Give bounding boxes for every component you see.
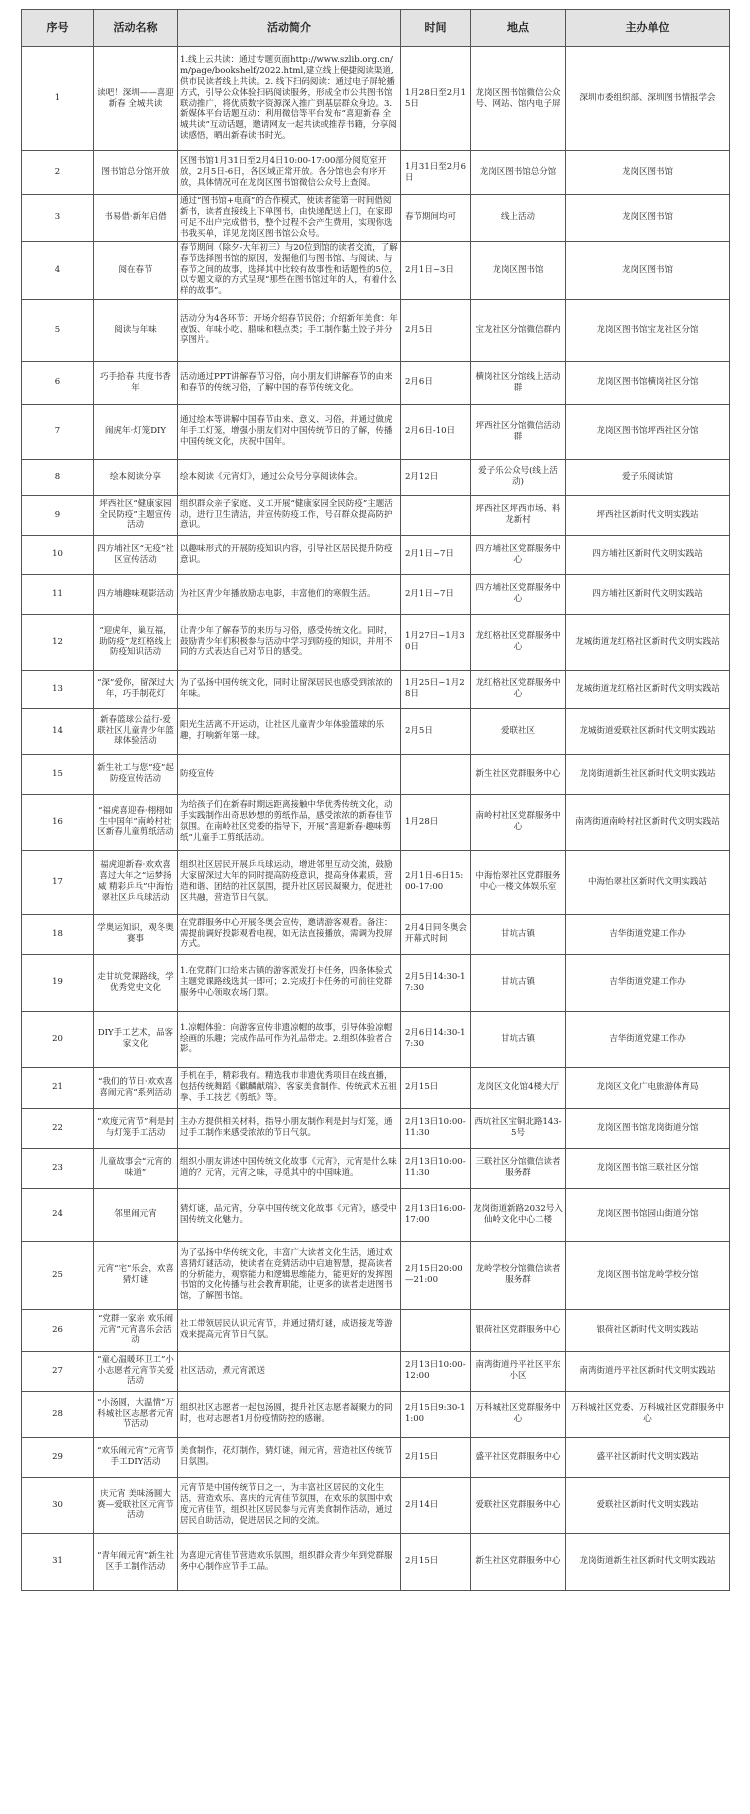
organizer-cell: 盛平社区新时代文明实践站 [566, 1437, 730, 1477]
table-row [22, 1391, 730, 1437]
activity-description-cell: 为给孩子们在新春时期远距离接触中华优秀传统文化，动手实践制作出奇思妙想的剪纸作品，感受浓浓的新春佳节氛围。在南岭社区党委的指导下，开展“喜迎新春·趣味剪纸”儿童手工剪纸活动。 [178, 794, 401, 850]
organizer-cell: 龙岗街道新生社区新时代文明实践站 [566, 1533, 730, 1590]
table-row [22, 459, 730, 495]
activity-name-cell: 走甘坑党课路线，学优秀党史文化 [94, 954, 178, 1011]
row-number-cell: 20 [22, 1011, 94, 1067]
activity-location-cell: 坪西社区坪西市场、料龙新村 [471, 495, 566, 535]
activity-time-cell: 1月28日 [401, 794, 471, 850]
organizer-cell: 龙岗区文化广电旅游体育局 [566, 1067, 730, 1108]
activity-time-cell: 2月15日9:30-11:00 [401, 1391, 471, 1437]
activity-time-cell: 2月14日 [401, 1477, 471, 1533]
row-number-cell: 13 [22, 670, 94, 708]
activity-table [21, 9, 730, 1591]
activity-name-cell: “福虎喜迎春·栩栩如生中国年”南岭村社区新春儿童剪纸活动 [94, 794, 178, 850]
activity-description-cell: 为社区青少年播放励志电影，丰富他们的寒假生活。 [178, 574, 401, 614]
activity-description-cell: 通过“图书馆+电商”的合作模式，使读者能第一时间借阅新书，读者直接线上下单图书，由快递配送上门，在家即可足不出户完成借书，整个过程不会产生费用，实现你选书我买单，详见龙岗区图书馆公众号。 [178, 195, 401, 242]
row-number-cell: 30 [22, 1477, 94, 1533]
activity-description-cell: 以趣味形式的开展防疫知识内容，引导社区居民提升防疫意识。 [178, 535, 401, 574]
row-number-cell: 4 [22, 241, 94, 299]
activity-name-cell: 坪西社区“健康家园全民防疫”主题宣传活动 [94, 495, 178, 535]
activity-time-cell: 2月15日20:00—21:00 [401, 1241, 471, 1309]
activity-description-cell: 为了弘扬中国传统文化，同时让留深居民也感受到浓浓的年味。 [178, 670, 401, 708]
activity-location-cell: 中海怡翠社区党群服务中心一楼文体娱乐室 [471, 850, 566, 914]
row-number-cell: 29 [22, 1437, 94, 1477]
activity-location-cell: 线上活动 [471, 195, 566, 242]
activity-description-cell: 美食制作，花灯制作，猜灯谜，闹元宵，营造社区传统节日氛围。 [178, 1437, 401, 1477]
activity-name-cell: “童心温暖环卫工”小小志愿者元宵节关爱活动 [94, 1351, 178, 1391]
organizer-cell: 龙岗区图书馆宝龙社区分馆 [566, 299, 730, 361]
table-row [22, 794, 730, 850]
table-row [22, 708, 730, 754]
activity-location-cell: 甘坑古镇 [471, 914, 566, 954]
activity-description-cell: 1.凉帽体验：向游客宣传非遗凉帽的故事，引导体验凉帽绘画的乐趣；完成作品可作为礼品带走。2.组织体验者合影。 [178, 1011, 401, 1067]
table-row [22, 1477, 730, 1533]
organizer-cell: 爱联社区新时代文明实践站 [566, 1477, 730, 1533]
table-row [22, 535, 730, 574]
activity-location-cell: 龙岗区图书馆微信公众号、网站、馆内电子屏 [471, 47, 566, 151]
organizer-cell: 龙城街道爱联社区新时代文明实践站 [566, 708, 730, 754]
organizer-cell: 龙岗区图书馆龙岭学校分馆 [566, 1241, 730, 1309]
activity-time-cell: 2月6日14:30-17:30 [401, 1011, 471, 1067]
row-number-cell: 8 [22, 459, 94, 495]
activity-time-cell: 2月13日16:00-17:00 [401, 1188, 471, 1241]
activity-location-cell: 坪西社区分馆微信活动群 [471, 404, 566, 459]
activity-location-cell: 龙岗区图书馆总分馆 [471, 151, 566, 195]
activity-location-cell: 宝龙社区分馆微信群内 [471, 299, 566, 361]
activity-schedule-sheet [21, 9, 729, 1591]
table-row [22, 404, 730, 459]
organizer-cell: 吉华街道党建工作办 [566, 954, 730, 1011]
header-time: 时间 [401, 10, 471, 47]
activity-name-cell: 阅在春节 [94, 241, 178, 299]
table-row [22, 495, 730, 535]
table-row [22, 1533, 730, 1590]
activity-location-cell: 爱联社区党群服务中心 [471, 1477, 566, 1533]
table-row [22, 954, 730, 1011]
activity-name-cell: 四方埔社区“无疫”社区宣传活动 [94, 535, 178, 574]
activity-name-cell: 元宵“宅”乐会，欢喜猜灯谜 [94, 1241, 178, 1309]
organizer-cell: 龙岗区图书馆 [566, 241, 730, 299]
table-row [22, 1067, 730, 1108]
activity-name-cell: 福虎迎新春·欢欢喜喜过大年之“运梦扬威 精彩乒乓”中海怡翠社区乒乓球活动 [94, 850, 178, 914]
activity-location-cell: 甘坑古镇 [471, 954, 566, 1011]
row-number-cell: 22 [22, 1108, 94, 1148]
activity-location-cell: 新生社区党群服务中心 [471, 1533, 566, 1590]
row-number-cell: 19 [22, 954, 94, 1011]
row-number-cell: 7 [22, 404, 94, 459]
row-number-cell: 17 [22, 850, 94, 914]
activity-time-cell: 2月1日-6日15:00-17:00 [401, 850, 471, 914]
row-number-cell: 2 [22, 151, 94, 195]
activity-description-cell: 在党群服务中心开展冬奥会宣传，邀请游客观看。备注：需提前调好投影观看电视，如无法直接播放，需调为投屏方式。 [178, 914, 401, 954]
row-number-cell: 16 [22, 794, 94, 850]
activity-description-cell: 绘本阅读《元宵灯》，通过公众号分享阅读体会。 [178, 459, 401, 495]
table-row [22, 361, 730, 404]
activity-name-cell: 新生社工与您“疫”起防疫宣传活动 [94, 754, 178, 794]
activity-name-cell: 邻里闹元宵 [94, 1188, 178, 1241]
organizer-cell: 爱子乐阅读馆 [566, 459, 730, 495]
activity-description-cell: 组织群众亲子家庭、义工开展“健康家园全民防疫”主题活动，进行卫生清洁，并宣传防疫工作，号召群众提高防护意识。 [178, 495, 401, 535]
row-number-cell: 11 [22, 574, 94, 614]
activity-description-cell: 社区活动，煮元宵派送 [178, 1351, 401, 1391]
table-row [22, 670, 730, 708]
activity-time-cell: 2月6日-10日 [401, 404, 471, 459]
activity-location-cell: 龙红格社区党群服务中心 [471, 614, 566, 670]
table-row [22, 914, 730, 954]
row-number-cell: 3 [22, 195, 94, 242]
row-number-cell: 12 [22, 614, 94, 670]
table-row [22, 1241, 730, 1309]
activity-name-cell: 儿童故事会“元宵的味道” [94, 1148, 178, 1188]
activity-name-cell: “欢乐闹元宵”元宵节手工DIY活动 [94, 1437, 178, 1477]
row-number-cell: 28 [22, 1391, 94, 1437]
activity-name-cell: 四方埔趣味观影活动 [94, 574, 178, 614]
activity-location-cell: 龙红格社区党群服务中心 [471, 670, 566, 708]
activity-time-cell: 2月13日10:00-12:00 [401, 1351, 471, 1391]
table-row [22, 195, 730, 242]
activity-time-cell: 2月5日14:30-17:30 [401, 954, 471, 1011]
header-org: 主办单位 [566, 10, 730, 47]
organizer-cell: 南湾街道丹平社区新时代文明实践站 [566, 1351, 730, 1391]
activity-name-cell: “党群一家亲 欢乐闹元宵”元宵喜乐会活动 [94, 1309, 178, 1351]
organizer-cell: 万科城社区党委、万科城社区党群服务中心 [566, 1391, 730, 1437]
activity-location-cell: 龙岭学校分馆微信读者服务群 [471, 1241, 566, 1309]
activity-description-cell: 为了弘扬中华传统文化，丰富广大读者文化生活，通过欢喜猜灯谜活动，使读者在竞猜活动中启迪智慧，提高读者的分析能力，观察能力和逻辑思维能力，能更好的发挥图书馆的文化传播与社会教育职能，让更多的读者走进图书馆，了解图书馆。 [178, 1241, 401, 1309]
header-row [22, 10, 730, 47]
table-row [22, 1011, 730, 1067]
activity-description-cell: 元宵节是中国传统节日之一，为丰富社区居民的文化生活，营造欢乐、喜庆的元宵佳节氛围，在欢乐的氛围中欢度元宵佳节，组织社区居民参与元宵美食制作活动，通过居民自助活动，促进居民之间的交流。 [178, 1477, 401, 1533]
activity-description-cell: 阳光生活离不开运动，让社区儿童青少年体验篮球的乐趣，打响新年第一球。 [178, 708, 401, 754]
activity-description-cell: 活动通过PPT讲解春节习俗，向小朋友们讲解春节的由来和春节的传统习俗，了解中国的春节传统文化。 [178, 361, 401, 404]
table-row [22, 754, 730, 794]
activity-name-cell: 庆元宵 美味汤圆大赛—爱联社区元宵节活动 [94, 1477, 178, 1533]
activity-location-cell: 西坑社区宝铜北路143-5号 [471, 1108, 566, 1148]
activity-time-cell: 2月13日10:00-11:30 [401, 1108, 471, 1148]
activity-description-cell: 通过绘本等讲解中国春节由来、意义、习俗，并通过做虎年手工灯笼，增强小朋友们对中国传统节日的了解，传播中国传统文化，庆祝中国年。 [178, 404, 401, 459]
row-number-cell: 24 [22, 1188, 94, 1241]
organizer-cell: 龙岗区图书馆 [566, 151, 730, 195]
activity-time-cell: 2月1日~3日 [401, 241, 471, 299]
row-number-cell: 27 [22, 1351, 94, 1391]
activity-location-cell: 四方埔社区党群服务中心 [471, 574, 566, 614]
activity-description-cell: 防疫宣传 [178, 754, 401, 794]
activity-name-cell: 读吧！深圳——喜迎新春 全城共读 [94, 47, 178, 151]
organizer-cell: 龙城街道龙红格社区新时代文明实践站 [566, 670, 730, 708]
activity-time-cell: 1月31日至2月6日 [401, 151, 471, 195]
activity-time-cell: 1月27日~1月30日 [401, 614, 471, 670]
header-name: 活动名称 [94, 10, 178, 47]
activity-name-cell: “欢度元宵节”利是封与灯笼手工活动 [94, 1108, 178, 1148]
header-no: 序号 [22, 10, 94, 47]
activity-location-cell: 南岭村社区党群服务中心 [471, 794, 566, 850]
organizer-cell: 四方埔社区新时代文明实践站 [566, 574, 730, 614]
organizer-cell: 坪西社区新时代文明实践站 [566, 495, 730, 535]
table-row [22, 299, 730, 361]
table-row [22, 241, 730, 299]
row-number-cell: 5 [22, 299, 94, 361]
row-number-cell: 9 [22, 495, 94, 535]
activity-location-cell: 龙岗区图书馆 [471, 241, 566, 299]
activity-location-cell: 盛平社区党群服务中心 [471, 1437, 566, 1477]
activity-time-cell: 春节期间均可 [401, 195, 471, 242]
activity-name-cell: 学奥运知识，观冬奥赛事 [94, 914, 178, 954]
organizer-cell: 龙岗区图书馆龙岗街道分馆 [566, 1108, 730, 1148]
organizer-cell: 吉华街道党建工作办 [566, 1011, 730, 1067]
activity-location-cell: 南湾街道丹平社区平东小区 [471, 1351, 566, 1391]
activity-location-cell: 三联社区分馆微信读者服务群 [471, 1148, 566, 1188]
activity-location-cell: 甘坑古镇 [471, 1011, 566, 1067]
organizer-cell: 龙岗区图书馆横岗社区分馆 [566, 361, 730, 404]
activity-location-cell: 四方埔社区党群服务中心 [471, 535, 566, 574]
organizer-cell: 龙岗区图书馆坪西社区分馆 [566, 404, 730, 459]
table-row [22, 850, 730, 914]
activity-time-cell [401, 754, 471, 794]
activity-description-cell: 手机在手，精彩我有。精选我市非遗优秀项目在线直播，包括传统舞蹈《麒麟献瑞》、客家美食制作、传统武术五祖拳、手工技艺《剪纸》等。 [178, 1067, 401, 1108]
organizer-cell: 吉华街道党建工作办 [566, 914, 730, 954]
activity-name-cell: 书易借·新年启借 [94, 195, 178, 242]
activity-name-cell: 巧手拾春 共度书香年 [94, 361, 178, 404]
row-number-cell: 26 [22, 1309, 94, 1351]
organizer-cell: 龙岗区图书馆三联社区分馆 [566, 1148, 730, 1188]
activity-name-cell: DIY手工艺术，品客家文化 [94, 1011, 178, 1067]
activity-time-cell: 2月6日 [401, 361, 471, 404]
organizer-cell: 龙岗街道新生社区新时代文明实践站 [566, 754, 730, 794]
activity-location-cell: 横岗社区分馆线上活动群 [471, 361, 566, 404]
header-desc: 活动简介 [178, 10, 401, 47]
organizer-cell: 龙岗区图书馆园山街道分馆 [566, 1188, 730, 1241]
row-number-cell: 31 [22, 1533, 94, 1590]
row-number-cell: 21 [22, 1067, 94, 1108]
table-row [22, 151, 730, 195]
row-number-cell: 25 [22, 1241, 94, 1309]
table-row [22, 1351, 730, 1391]
activity-description-cell: 1.在党群门口给来古镇的游客派发打卡任务，四条体验式主题党课路线选其一即可；2.完成打卡任务的可前往党群服务中心领取农场门票。 [178, 954, 401, 1011]
activity-time-cell [401, 1309, 471, 1351]
organizer-cell: 中海怡翠社区新时代文明实践站 [566, 850, 730, 914]
activity-time-cell: 2月15日 [401, 1067, 471, 1108]
activity-location-cell: 龙岗区文化馆4楼大厅 [471, 1067, 566, 1108]
table-row [22, 1309, 730, 1351]
activity-description-cell: 春节期间（除夕-大年初三）与20位到馆的读者交流，了解春节选择图书馆的原因，发掘他们与图书馆、与阅读、与春节之间的故事，选择其中比较有故事性和话题性的5位，以专题文章的方式呈现“那些在图书馆过年的人，有着什么样的故事”。 [178, 241, 401, 299]
activity-name-cell: “深”爱你，留深过大年，巧手制花灯 [94, 670, 178, 708]
activity-name-cell: “迎虎年，巢互福，助防疫”龙红格线上防疫知识活动 [94, 614, 178, 670]
row-number-cell: 6 [22, 361, 94, 404]
activity-time-cell: 2月15日 [401, 1533, 471, 1590]
activity-name-cell: “青年闹元宵”新生社区手工制作活动 [94, 1533, 178, 1590]
activity-description-cell: 让青少年了解春节的来历与习俗，感受传统文化。同时，鼓励青少年们积极参与活动中学习到防疫的知识，并用不同的方式表达自己对节日的感受。 [178, 614, 401, 670]
activity-location-cell: 新生社区党群服务中心 [471, 754, 566, 794]
organizer-cell: 深圳市委组织部、深圳图书情报学会 [566, 47, 730, 151]
organizer-cell: 银荷社区新时代文明实践站 [566, 1309, 730, 1351]
activity-time-cell: 2月5日 [401, 708, 471, 754]
table-row [22, 574, 730, 614]
activity-name-cell: 新春篮球公益行-爱联社区儿童青少年篮球体验活动 [94, 708, 178, 754]
activity-description-cell: 活动分为4各环节：开场介绍春节民俗；介绍新年美食：年夜饭、年味小吃、腊味和糕点类；手工制作黏土饺子并分享图片。 [178, 299, 401, 361]
activity-location-cell: 龙岗街道新路2032号入仙岭文化中心二楼 [471, 1188, 566, 1241]
activity-description-cell: 1.线上云共读：通过专题页面http://www.szlib.org.cn/m/page/bookshelf/2022.html,建立线上便捷阅读渠道,供市民读者线上共读。2. 线下扫码阅读：通过电子屏轮播方式，引导公众体验扫码阅读服务，形成全市公共图书馆联动推广，将优质数字资源深入推广到基层群众身边。3. 新媒体平台话题互动：利用微信等平台发布“喜迎新春 全城共读”互动话题，邀请网友一起共读或推荐书籍，分享阅读感悟，晒出新春读书时光。 [178, 47, 401, 151]
row-number-cell: 15 [22, 754, 94, 794]
activity-name-cell: 闹虎年·灯笼DIY [94, 404, 178, 459]
organizer-cell: 龙城街道龙红格社区新时代文明实践站 [566, 614, 730, 670]
activity-time-cell: 2月1日~7日 [401, 535, 471, 574]
organizer-cell: 龙岗区图书馆 [566, 195, 730, 242]
table-row [22, 47, 730, 151]
table-row [22, 614, 730, 670]
activity-description-cell: 区图书馆1月31日至2月4日10:00-17:00部分阅览室开放，2月5日-6日，各区域正常开放。各分馆也会有序开放，具体情况可在龙岗区图书馆微信公众号上查阅。 [178, 151, 401, 195]
row-number-cell: 1 [22, 47, 94, 151]
table-header [22, 10, 730, 47]
activity-description-cell: 猜灯谜，品元宵，分享中国传统文化故事《元宵》，感受中国传统文化魅力。 [178, 1188, 401, 1241]
organizer-cell: 南湾街道南岭村社区新时代文明实践站 [566, 794, 730, 850]
activity-description-cell: 组织小朋友讲述中国传统文化故事《元宵》，元宵是什么味道的？元宵，元宵之味，寻觅其中的中国味道。 [178, 1148, 401, 1188]
activity-description-cell: 组织社区志愿者一起包汤圆，提升社区志愿者凝聚力的同时，也对志愿者1月份疫情防控的感谢。 [178, 1391, 401, 1437]
activity-time-cell: 2月15日 [401, 1437, 471, 1477]
activity-name-cell: 绘本阅读分享 [94, 459, 178, 495]
activity-time-cell: 2月5日 [401, 299, 471, 361]
table-row [22, 1108, 730, 1148]
activity-description-cell: 组织社区居民开展乒乓球运动，增进邻里互动交流，鼓励大家留深过大年的同时提高防疫意识，提高身体素质，营造和谐、团结的社区氛围，提升社区居民凝聚力，促进社区共融，营造节日气氛。 [178, 850, 401, 914]
activity-name-cell: “我们的节日·欢欢喜喜闹元宵”系列活动 [94, 1067, 178, 1108]
row-number-cell: 10 [22, 535, 94, 574]
activity-time-cell: 2月12日 [401, 459, 471, 495]
activity-name-cell: “小汤圆，大温情”万科城社区志愿者元宵节活动 [94, 1391, 178, 1437]
activity-description-cell: 为喜迎元宵佳节营造欢乐氛围，组织群众青少年到党群服务中心制作应节手工品。 [178, 1533, 401, 1590]
activity-name-cell: 图书馆总分馆开放 [94, 151, 178, 195]
activity-name-cell: 阅读与年味 [94, 299, 178, 361]
activity-description-cell: 主办方提供相关材料，指导小朋友制作利是封与灯笼，通过手工制作来感受浓浓的节日气氛。 [178, 1108, 401, 1148]
row-number-cell: 23 [22, 1148, 94, 1188]
header-place: 地点 [471, 10, 566, 47]
activity-time-cell: 1月25日~1月28日 [401, 670, 471, 708]
activity-description-cell: 社工带领居民认识元宵节，并通过猜灯谜，成语接龙等游戏来提高元宵节日气氛。 [178, 1309, 401, 1351]
activity-time-cell: 2月1日~7日 [401, 574, 471, 614]
activity-location-cell: 爱子乐公众号(线上活动) [471, 459, 566, 495]
row-number-cell: 18 [22, 914, 94, 954]
table-row [22, 1148, 730, 1188]
activity-time-cell: 2月4日同冬奥会开幕式时间 [401, 914, 471, 954]
activity-time-cell [401, 495, 471, 535]
table-body [22, 47, 730, 1591]
activity-location-cell: 银荷社区党群服务中心 [471, 1309, 566, 1351]
activity-location-cell: 万科城社区党群服务中心 [471, 1391, 566, 1437]
activity-location-cell: 爱联社区 [471, 708, 566, 754]
activity-time-cell: 1月28日至2月15日 [401, 47, 471, 151]
activity-time-cell: 2月13日10:00-11:30 [401, 1148, 471, 1188]
row-number-cell: 14 [22, 708, 94, 754]
organizer-cell: 四方埔社区新时代文明实践站 [566, 535, 730, 574]
table-row [22, 1188, 730, 1241]
table-row [22, 1437, 730, 1477]
